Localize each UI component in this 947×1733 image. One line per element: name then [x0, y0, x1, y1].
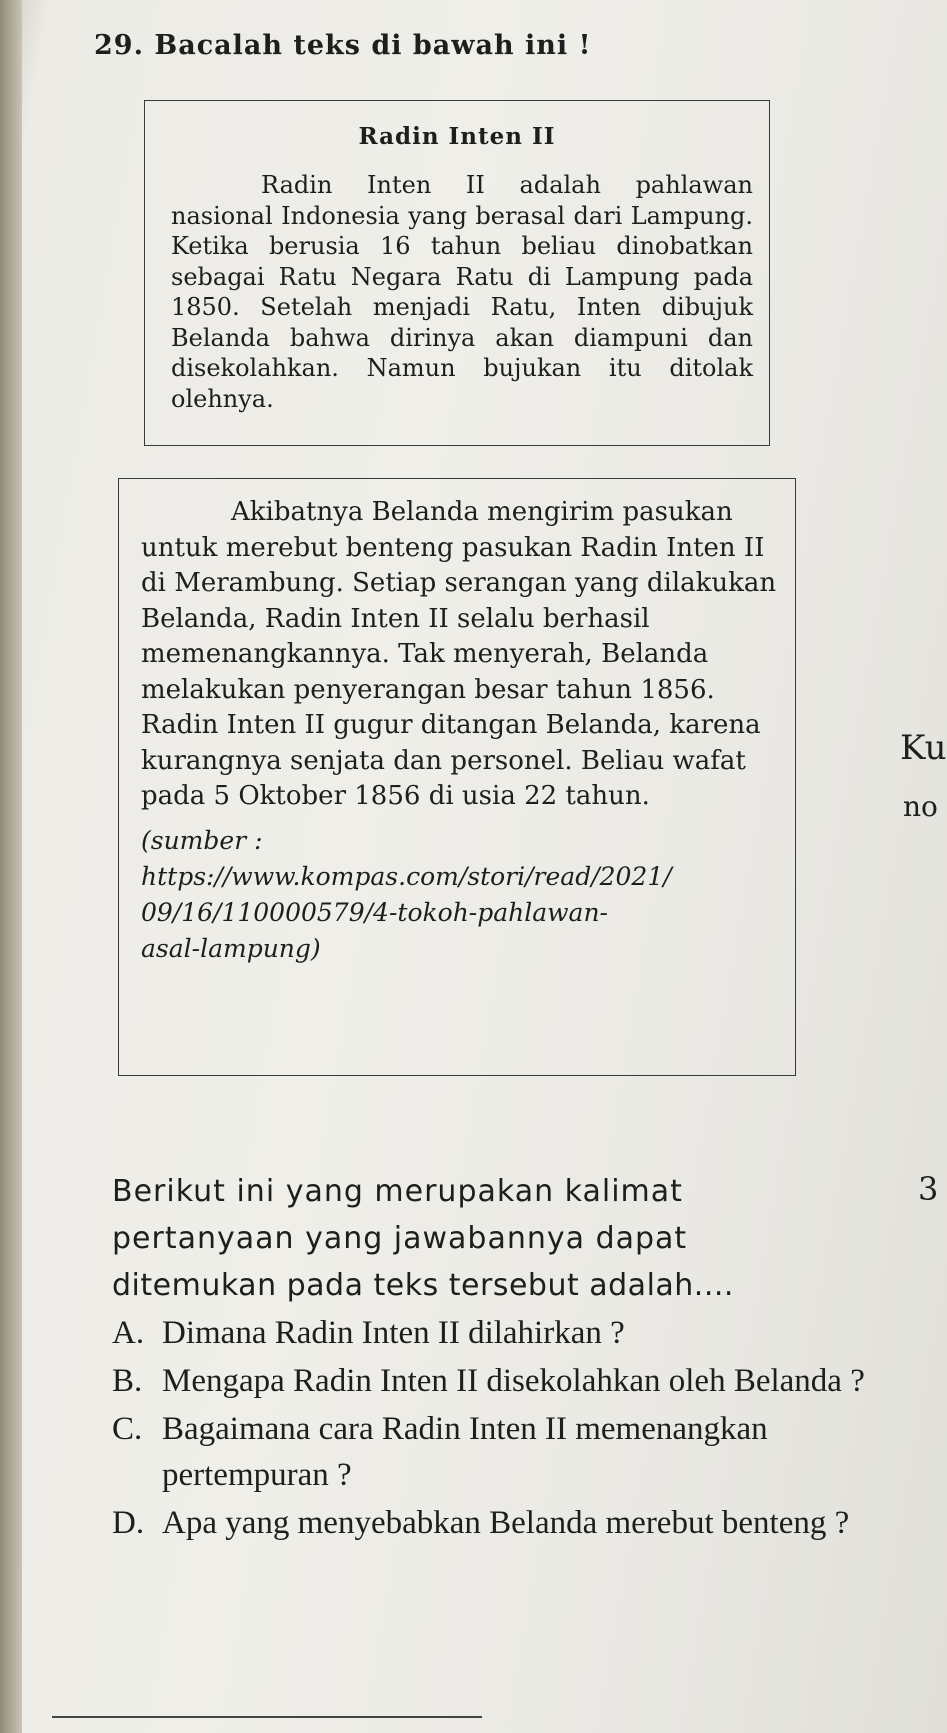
answer-underline [52, 1716, 482, 1718]
source-url-line: asal-lampung) [141, 933, 321, 963]
reading-box-1 [144, 100, 770, 446]
question-line: ditemukan pada teks tersebut adalah.... [112, 1268, 734, 1303]
option-text: Bagaimana cara Radin Inten II memenangkan pertempuran ? [162, 1411, 768, 1493]
reading-paragraph-2-text: Akibatnya Belanda mengirim pasukan untuk merebut benteng pasukan Radin Inten II di Merambung. Setiap serangan yang dilakukan Belanda, Radin Inten II selalu berhasil memenangkannya. Tak menyerah, Belanda melakukan penyerangan besar tahun 1856. Radin Inten II gugur ditangan Belanda, karena kurangnya senjata dan personel. Beliau wafat pada 5 Oktober 1856 di usia 22 tahun. [141, 497, 777, 811]
option-b[interactable] [112, 1358, 872, 1404]
reading-box-2 [118, 478, 796, 1076]
cropped-side-text-no: no [903, 790, 938, 823]
reading-paragraph-1 [145, 170, 769, 414]
page-edge-shadow [0, 0, 22, 1733]
option-c[interactable] [112, 1406, 872, 1498]
answer-options [112, 1310, 872, 1548]
option-letter: C. [112, 1411, 143, 1447]
cropped-side-text-3: 3 [918, 1170, 939, 1208]
question-number-title: 29. Bacalah teks di bawah ini ! [94, 30, 592, 61]
option-text: Mengapa Radin Inten II disekolahkan oleh Belanda ? [162, 1363, 865, 1399]
option-a[interactable] [112, 1310, 872, 1356]
option-d[interactable] [112, 1500, 872, 1546]
reading-paragraph-1-text: Radin Inten II adalah pahlawan nasional Indonesia yang berasal dari Lampung. Ketika berusia 16 tahun beliau dinobatkan sebagai Ratu Negara Ratu di Lampung pada 1850. Setelah menjadi Ratu, Inten dibujuk Belanda bahwa dirinya akan diampuni dan disekolahkan. Namun bujukan itu ditolak olehnya. [171, 171, 753, 413]
option-text: Apa yang menyebabkan Belanda merebut benteng ? [162, 1505, 850, 1541]
reading-heading: Radin Inten II [358, 123, 556, 150]
option-text: Dimana Radin Inten II dilahirkan ? [162, 1315, 625, 1351]
question-line: Berikut ini yang merupakan kalimat [112, 1174, 683, 1209]
source-line: (sumber : [141, 825, 263, 855]
option-letter: A. [112, 1315, 145, 1351]
source-citation [119, 815, 795, 967]
question-line: pertanyaan yang jawabannya dapat [112, 1221, 688, 1256]
cropped-side-text-ku: Ku [900, 728, 947, 768]
option-letter: B. [112, 1363, 143, 1399]
question-text [112, 1168, 854, 1309]
option-letter: D. [112, 1505, 145, 1541]
reading-paragraph-2 [119, 479, 795, 815]
source-url-line: 09/16/110000579/4-tokoh-pahlawan- [141, 897, 609, 927]
source-url-line: https://www.kompas.com/stori/read/2021/ [141, 861, 672, 891]
